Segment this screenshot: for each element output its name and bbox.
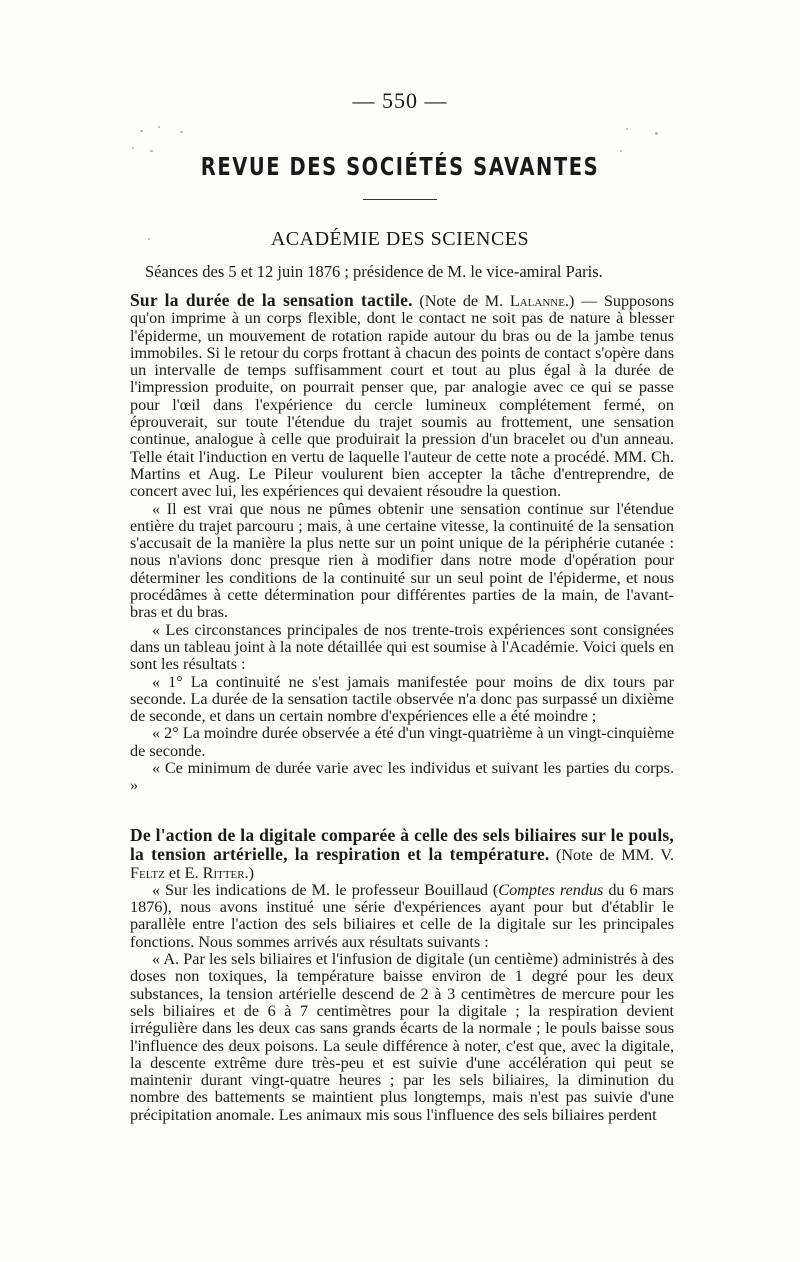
article-2-note: (Note de MM. V.	[549, 846, 674, 865]
sessions-line: Séances des 5 et 12 juin 1876 ; présidence de M. le vice-amiral Paris.	[145, 262, 603, 281]
article-2-note-end: .)	[244, 863, 255, 882]
article-1-paragraph-3: « Les circonstances principales de nos trente-trois expériences sont consignées dans un tableau joint à la note détaillée qui est soumise à l'Académie. Voici quels en sont les résultats :	[130, 620, 674, 674]
article-2-and: et E.	[164, 863, 203, 882]
article-2-author-2: Ritter	[202, 863, 245, 882]
article-tactile-sensation	[130, 291, 674, 795]
article-1-paragraph-2: « Il est vrai que nous ne pûmes obtenir une sensation continue sur l'étendue entière du trajet parcouru ; mais, à une certaine vitesse, la continuité de la sensation s'accusait de la manière la plus nette sur un point unique de la périphérie cutanée : nous n'avions donc presque rien à modifier dans notre mode d'opération pour déterminer les conditions de la continuité sur un seul point de l'épiderme, et nous procédâmes à cette détermination pour différentes parties de la main, de l'avant-bras et du bras.	[130, 499, 674, 622]
title-rule	[363, 199, 437, 200]
article-1-note-end: .) —	[564, 292, 604, 310]
article-1-paragraph-5: « 2° La moindre durée observée a été d'un vingt-quatrième à un vingt-cinquième de seconde.	[130, 724, 674, 760]
article-1-text-1: Supposons qu'on imprime à un corps flexible, dont le contact ne soit pas de nature à blesser l'épiderme, un mouvement de rotation rapide autour du bras ou de la jambe tenus immobiles. Si le retour du corps frottant à chacun des points de contact s'opère dans un intervalle de temps suffisamment court et tout au plus égal à la durée de l'impression produite, on pourrait penser que, par analogie avec ce qui se passe pour l'œil dans l'expérience du cercle lumineux complétement fermé, on éprouverait, sur toute l'étendue du trajet soumis au frottement, une sensation continue, analogue à celle que produirait la pression d'un bracelet ou d'un anneau. Telle était l'induction en vertu de laquelle l'auteur de cette note a procédé. MM. Ch. Martins et Aug. Le Pileur voulurent bien accepter la tâche d'entreprendre, de concert avec lui, les expériences qui devaient résoudre la question.	[130, 292, 675, 501]
article-1-note: (Note de M.	[412, 292, 510, 310]
article-2-paragraph-1	[130, 882, 674, 951]
journal-title: REVUE DES SOCIÉTÉS SAVANTES	[200, 152, 600, 181]
academy-heading: ACADÉMIE DES SCIENCES	[270, 228, 530, 250]
article-2-heading	[130, 826, 674, 882]
article-2-text-1-end: du 6 mars 1876), nous avons institué une série d'expériences ayant pour but d'établir le parallèle entre l'action des sels biliaires et celle de la digitale sur les principales fonctions. Nous sommes arrivés aux résultats suivants :	[130, 880, 674, 951]
article-1-paragraph-1	[130, 291, 674, 501]
article-2-paragraph-2: « A. Par les sels biliaires et l'infusion de digitale (un centième) administrés à des doses non toxiques, la température baisse environ de 1 degré pour les deux substances, la tension artérielle descend de 2 à 3 centimètres de mercure pour les sels biliaires et de 6 à 7 centimètres pour la digitale ; la respiration devient irrégulière dans les deux cas sans grands écarts de la normale ; le pouls baisse sous l'influence des deux poisons. La seule différence à noter, c'est que, avec la digitale, la descente extrême dure très-peu et est suivie d'une accélération qui peut se maintenir durant vingt-quatre heures ; par les sels biliaires, la diminution du nombre des battements se maintient plus longtemps, mais n'est pas suivie d'une précipitation anomale. Les animaux mis sous l'influence des sels biliaires perdent	[130, 950, 674, 1124]
article-2-reference: Comptes rendus	[498, 880, 604, 899]
article-2-text-1-start: « Sur les indications de M. le professeur Bouillaud (	[152, 880, 499, 899]
article-1-paragraph-6: « Ce minimum de durée varie avec les individus et suivant les parties du corps. »	[130, 759, 674, 795]
page-number: — 550 —	[352, 88, 448, 113]
article-2-author-1: Feltz	[130, 863, 165, 882]
article-1-title: Sur la durée de la sensation tactile.	[130, 290, 413, 310]
article-1-author: Lalanne	[509, 292, 565, 310]
article-2-title: De l'action de la digitale comparée à celle des sels biliaires sur le pouls, la tension artérielle, la respiration et la température.	[130, 825, 674, 865]
article-digitalis	[130, 826, 674, 1124]
article-1-paragraph-4: « 1° La continuité ne s'est jamais manifestée pour moins de dix tours par seconde. La durée de la sensation tactile observée n'a donc pas surpassé un dixième de seconde, et dans un certain nombre d'expériences elle a été moindre ;	[130, 672, 674, 726]
